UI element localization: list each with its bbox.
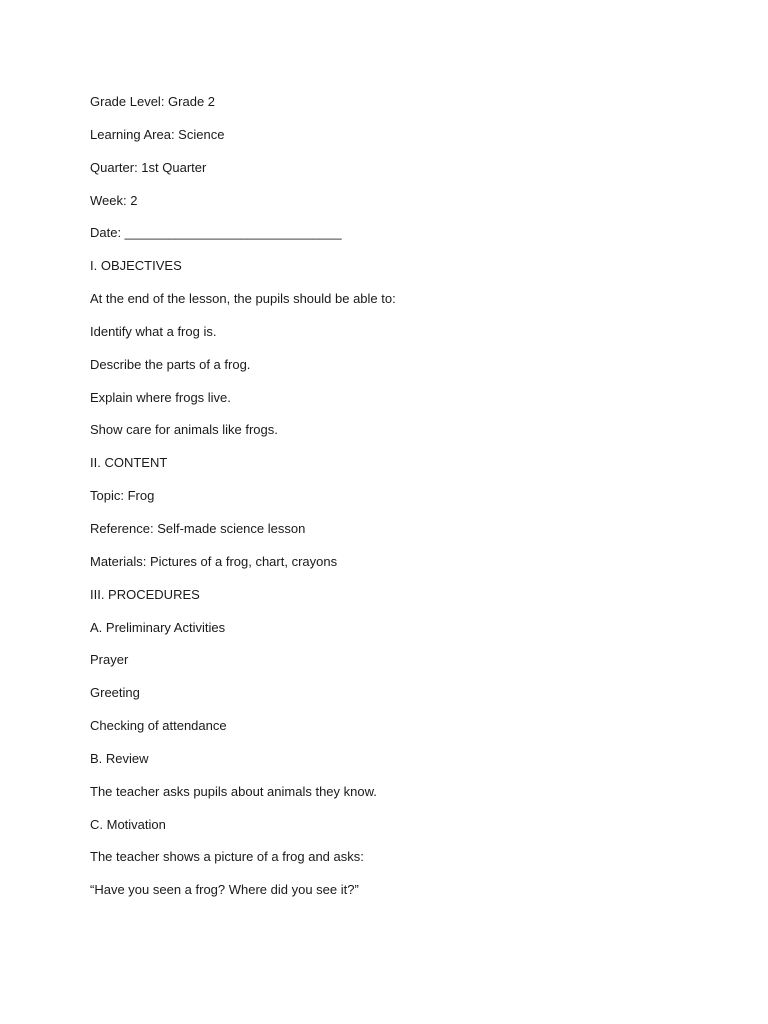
quarter-line: Quarter: 1st Quarter [90,159,207,175]
week-line: Week: 2 [90,192,138,208]
motivation-heading: C. Motivation [90,816,166,832]
review-text: The teacher asks pupils about animals they know. [90,783,377,799]
preliminary-activities-heading: A. Preliminary Activities [90,619,226,635]
activity-item: Greeting [90,685,140,701]
objectives-heading: I. OBJECTIVES [90,258,182,274]
topic-line: Topic: Frog [90,488,155,504]
date-line: Date: ______________________________ [90,225,342,241]
objective-item: Show care for animals like frogs. [90,422,278,438]
document-body [90,93,690,914]
objective-item: Explain where frogs live. [90,389,231,405]
reference-line: Reference: Self-made science lesson [90,520,306,536]
activity-item: Prayer [90,652,129,668]
objective-item: Describe the parts of a frog. [90,356,251,372]
motivation-question: “Have you seen a frog? Where did you see it?” [90,882,359,898]
grade-level-line: Grade Level: Grade 2 [90,94,216,109]
objectives-intro: At the end of the lesson, the pupils should be able to: [90,291,396,307]
activity-item: Checking of attendance [90,718,227,734]
materials-line: Materials: Pictures of a frog, chart, crayons [90,553,338,569]
content-heading: II. CONTENT [90,455,168,471]
learning-area-line: Learning Area: Science [90,126,225,142]
motivation-text: The teacher shows a picture of a frog and asks: [90,849,364,865]
procedures-heading: III. PROCEDURES [90,586,200,602]
objective-item: Identify what a frog is. [90,323,217,339]
review-heading: B. Review [90,750,149,766]
